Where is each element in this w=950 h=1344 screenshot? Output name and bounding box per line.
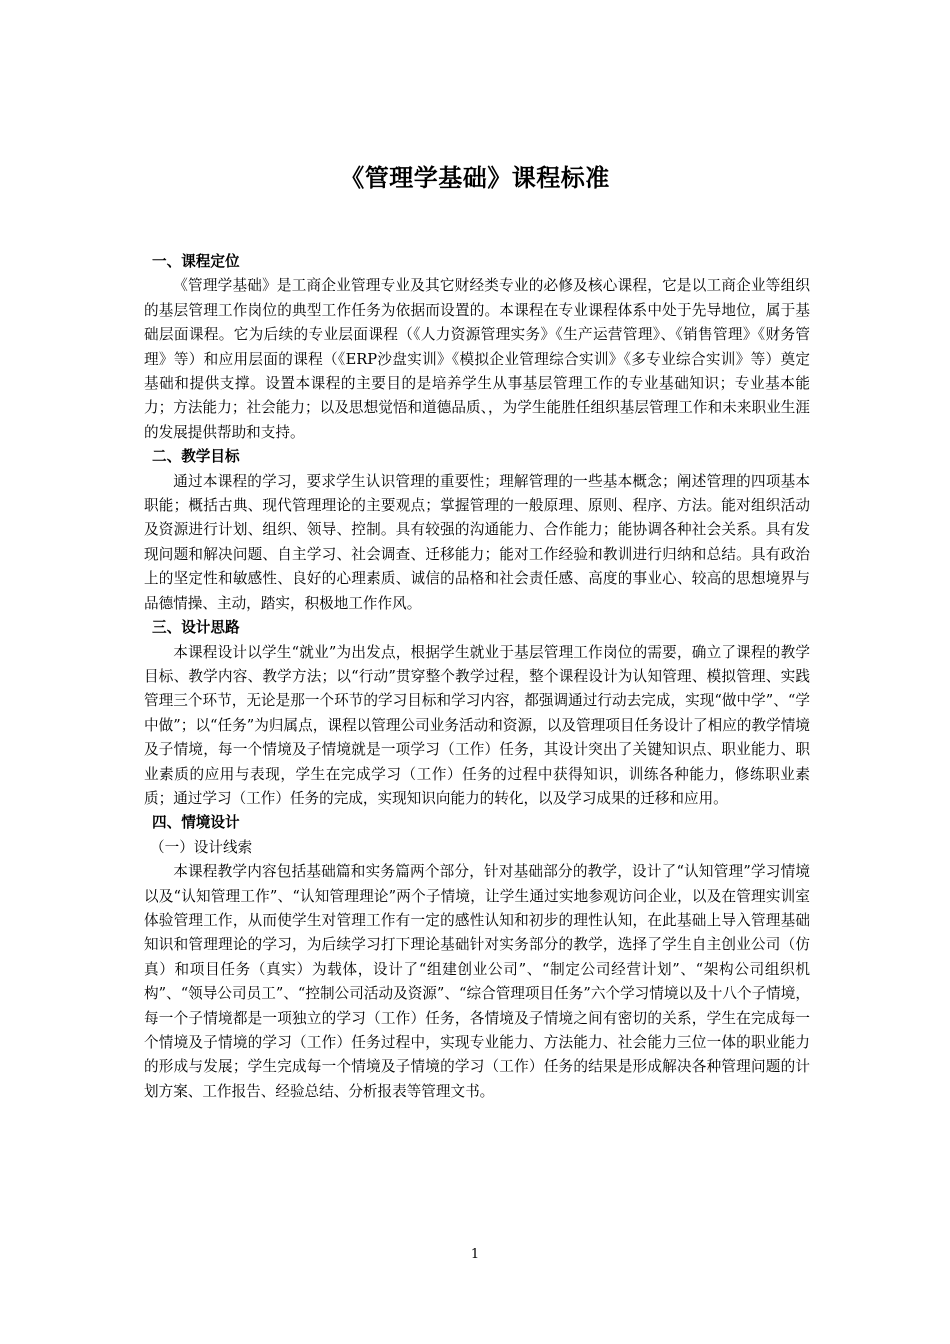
document-title: 《管理学基础》课程标准 [340, 164, 610, 192]
section-paragraph: 本课程设计以学生“就业”为出发点，根据学生就业于基层管理工作岗位的需要，确立了课程的教学目标、教学内容、教学方法；以“行动”贯穿整个教学过程，整个课程设计为认知管理、模拟管理、实践管理三个环节，无论是那一个环节的学习目标和学习内容，都强调通过行动去完成，实现“做中学”、“学中做”；以“任务”为归属点，课程以管理公司业务活动和资源，以及管理项目任务设计了相应的教学情境及子情境，每一个情境及子情境就是一项学习（工作）任务，其设计突出了关键知识点、职业能力、职业素质的应用与表现，学生在完成学习（工作）任务的过程中获得知识，训练各种能力，修练职业素质；通过学习（工作）任务的完成，实现知识向能力的转化，以及学习成果的迁移和应用。 [144, 643, 810, 807]
section-heading: 三、设计思路 [152, 619, 240, 637]
page-number: 1 [470, 1247, 480, 1262]
section-paragraph: 《管理学基础》是工商企业管理专业及其它财经类专业的必修及核心课程，它是以工商企业等组织的基层管理工作岗位的典型工作任务为依据而设置的。本课程在专业课程体系中处于先导地位，属于基础层面课程。它为后续的专业层面课程（《人力资源管理实务》《生产运营管理》、《销售管理》《财务管理》等）和应用层面的课程（《ERP沙盘实训》《模拟企业管理综合实训》《多专业综合实训》等）奠定基础和提供支撑。设置本课程的主要目的是培养学生从事基层管理工作的专业基础知识；专业基本能力；方法能力；社会能力；以及思想觉悟和道德品质、，为学生能胜任组织基层管理工作和未来职业生涯的发展提供帮助和支持。 [144, 277, 810, 441]
section-scenario-design [144, 811, 810, 1104]
subsection-heading: （一）设计线索 [150, 838, 253, 856]
section-design-approach [144, 616, 810, 811]
document-body [144, 250, 810, 1104]
section-teaching-objectives [144, 445, 810, 616]
section-paragraph: 本课程教学内容包括基础篇和实务篇两个部分，针对基础部分的教学，设计了“认知管理”学习情境以及“认知管理工作”、“认知管理理论”两个子情境，让学生通过实地参观访问企业，以及在管理实训室体验管理工作，从而使学生对管理工作有一定的感性认知和初步的理性认知，在此基础上导入管理基础知识和管理理论的学习，为后续学习打下理论基础针对实务部分的教学，选择了学生自主创业公司（仿真）和项目任务（真实）为载体，设计了“组建创业公司”、“制定公司经营计划”、“架构公司组织机构”、“领导公司员工”、“控制公司活动及资源”、“综合管理项目任务”六个学习情境以及十八个子情境，每一个子情境都是一项独立的学习（工作）任务，各情境及子情境之间有密切的关系，学生在完成每一个情境及子情境的学习（工作）任务过程中，实现专业能力、方法能力、社会能力三位一体的职业能力的形成与发展；学生完成每一个情境及子情境的学习（工作）任务的结果是形成解决各种管理问题的计划方案、工作报告、经验总结、分析报表等管理文书。 [144, 863, 810, 1100]
section-heading: 四、情境设计 [152, 814, 240, 832]
section-heading: 一、课程定位 [152, 253, 240, 270]
section-heading: 二、教学目标 [152, 448, 240, 466]
section-course-positioning [144, 250, 810, 445]
section-paragraph: 通过本课程的学习，要求学生认识管理的重要性；理解管理的一些基本概念；阐述管理的四项基本职能；概括古典、现代管理理论的主要观点；掌握管理的一般原理、原则、程序、方法。能对组织活动及资源进行计划、组织、领导、控制。具有较强的沟通能力、合作能力；能协调各种社会关系。具有发现问题和解决问题、自主学习、社会调查、迁移能力；能对工作经验和教训进行归纳和总结。具有政治上的坚定性和敏感性、良好的心理素质、诚信的品格和社会责任感、高度的事业心、较高的思想境界与品德情操、主动，踏实，积极地工作作风。 [144, 472, 810, 612]
